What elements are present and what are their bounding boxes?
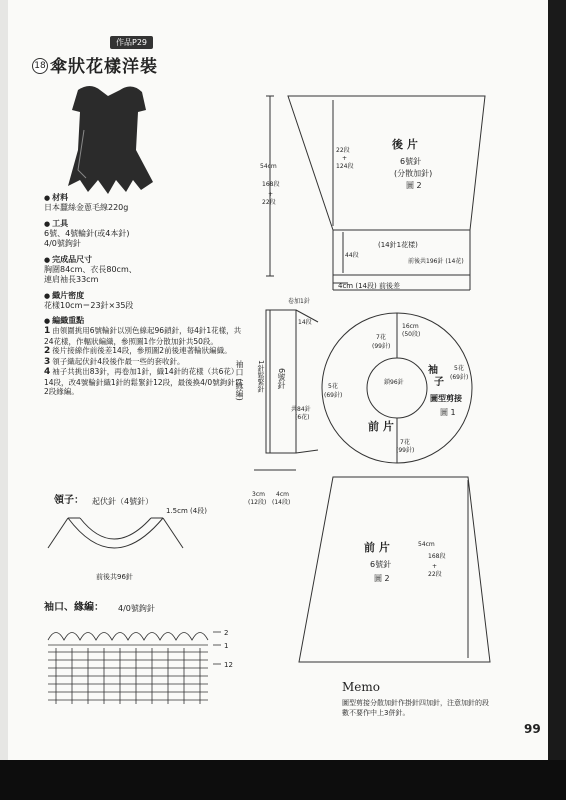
- step-number: 3: [44, 356, 51, 367]
- collar-shape: [48, 518, 183, 548]
- yoke-bottom-stitch-b: (99針): [396, 447, 415, 454]
- tools-line: 6號、4號輪針(或4本針): [44, 228, 130, 238]
- yoke-top-stitch-b: (99針): [372, 343, 391, 350]
- sleeve-cuff-label: 袖口 (緣編): [235, 360, 244, 401]
- back-method: (分散加針): [394, 169, 433, 178]
- back-rows-b: 22段: [262, 199, 276, 206]
- front-rows-plus: +: [432, 563, 438, 570]
- step-text: 袖子共挑出83針，再卷加1針，織14針的花樣（共6花）14段，改4號輪針織1針的鬆緊針12段，最後換4/0號鉤針以2段緣編。: [44, 367, 243, 396]
- yoke-top-rows: (50段): [402, 331, 421, 338]
- memo-line: 圖型剪接分散加針作掛針四加針，注意加針的段: [342, 699, 489, 707]
- collar-desc: 起伏針（4號針）: [92, 497, 154, 506]
- yoke-left-stitch-b: (69針): [324, 392, 343, 399]
- yoke-front-label: 前 片: [368, 420, 394, 433]
- sleeve-edge-title: 袖口、緣編：: [44, 602, 104, 613]
- front-needle: 6號針: [370, 560, 392, 569]
- front-piece-shape: [299, 477, 490, 662]
- back-rows-total: 124段: [336, 163, 354, 170]
- step-number: 1: [44, 326, 51, 336]
- specs-block: [44, 192, 244, 397]
- sleeve-dim1-rows: (12段): [248, 499, 267, 506]
- band-note: 前後共196針 (14花): [408, 258, 464, 265]
- materials-heading: ● 材料: [44, 192, 244, 203]
- sleeve-stitches-b: (6花): [295, 414, 310, 421]
- materials-line: 日本蠶絲金蔥毛線220g: [44, 203, 129, 212]
- yoke-sleeve-label-2: 子: [434, 377, 444, 388]
- front-fig: 圖 2: [374, 574, 390, 583]
- front-length: 54cm: [418, 541, 435, 548]
- collar-title: 領子：: [54, 495, 84, 506]
- sleeve-rib-label: 1針鬆緊針: [257, 360, 265, 393]
- yoke-join-note: 圖型剪接: [430, 394, 462, 403]
- step-item: [44, 357, 244, 368]
- back-fig: 圖 2: [406, 181, 422, 190]
- edge-row-label: 2: [224, 629, 229, 637]
- sleeve-dim2-rows: (14段): [272, 499, 291, 506]
- sleeve-rows: 14段: [298, 319, 312, 326]
- yoke-sleeve-label: 袖: [428, 365, 438, 376]
- pattern-number: 18: [32, 58, 48, 74]
- yoke-top-dim: 16cm: [402, 323, 419, 330]
- scan-bottom-edge: [0, 760, 566, 800]
- sleeve-stitches: 共84針: [291, 406, 311, 413]
- gauge-line: 花樣10cm＝23針×35段: [44, 300, 134, 310]
- page-spine: [0, 0, 8, 760]
- memo-line: 數不要作中上3併針。: [342, 709, 410, 717]
- back-title: 後 片: [392, 138, 418, 151]
- yoke-shape: [322, 313, 472, 463]
- yoke-right-stitch-b: (69針): [450, 374, 469, 381]
- back-length: 54cm: [260, 163, 277, 170]
- yoke-left-stitch: 5花: [328, 383, 338, 390]
- band-pattern: (14針1花樣): [378, 241, 418, 249]
- tools-heading: ● 工具: [44, 218, 244, 229]
- points-heading: ● 編織重點: [44, 315, 244, 326]
- yoke-bottom-stitch: 7花: [400, 439, 410, 446]
- back-rows-plus: +: [342, 155, 348, 162]
- pattern-page: [8, 0, 548, 760]
- size-line: 胸圍84cm、衣長80cm、: [44, 264, 137, 274]
- size-line: 連肩袖長33cm: [44, 275, 99, 284]
- memo-title: Memo: [342, 680, 380, 694]
- size-heading: ● 完成品尺寸: [44, 254, 244, 265]
- back-rows-a: 168段: [262, 181, 280, 188]
- sleeve-dim2: 4cm: [276, 491, 289, 498]
- gauge-heading: ● 織片密度: [44, 290, 244, 301]
- collar-bottom-label: 前後共96針: [96, 573, 133, 581]
- edge-row-label: 1: [224, 642, 229, 650]
- back-rows: 22段: [336, 147, 350, 154]
- step-number: 4: [44, 367, 51, 377]
- sleeve-cast-on: 卷加1針: [288, 298, 310, 305]
- step-item: [44, 346, 244, 357]
- sleeve-needle: 6號針: [277, 368, 286, 390]
- front-rows-a: 168段: [428, 553, 446, 560]
- back-needle: 6號針: [400, 157, 422, 166]
- step-item: [44, 326, 244, 346]
- tools-line: 4/0號鉤針: [44, 239, 81, 248]
- front-rows-b: 22段: [428, 571, 442, 578]
- band-rows: 44段: [345, 252, 359, 259]
- sleeve-dim1: 3cm: [252, 491, 265, 498]
- yoke-fig: 圖 1: [440, 408, 456, 417]
- dress-photo: [68, 86, 153, 194]
- step-text: 由領圍挑用6號輪針以別色線起96鎖針，每4針1花樣，共24花樣，作輻狀編織，參照圖1作分散加針共50段。: [44, 326, 242, 346]
- work-reference-tab: 作品P29: [110, 36, 153, 49]
- step-number: 2: [44, 346, 51, 356]
- front-title: 前 片: [364, 541, 390, 554]
- step-text: 後片接線作前後差14段，參照圖2前後連著輪狀編織。: [52, 346, 232, 355]
- front-back-diff: 4cm (14段) 前後差: [338, 282, 400, 290]
- sleeve-edge-chart: [48, 632, 221, 704]
- yoke-top-stitch: 7花: [376, 334, 386, 341]
- step-item: [44, 367, 244, 397]
- page-number: 99: [524, 722, 541, 736]
- yoke-inner: 鎖96針: [384, 379, 404, 386]
- page-title: 傘狀花樣洋裝: [50, 57, 158, 77]
- edge-row-label: 12: [224, 661, 233, 669]
- collar-dim: 1.5cm (4段): [166, 507, 207, 515]
- back-rows-plus-b: +: [268, 191, 274, 198]
- step-text: 領子織起伏針4段後作最一些的套收針。: [52, 356, 185, 366]
- sleeve-edge-desc: 4/0號鉤針: [118, 604, 155, 613]
- yoke-right-stitch: 5花: [454, 365, 464, 372]
